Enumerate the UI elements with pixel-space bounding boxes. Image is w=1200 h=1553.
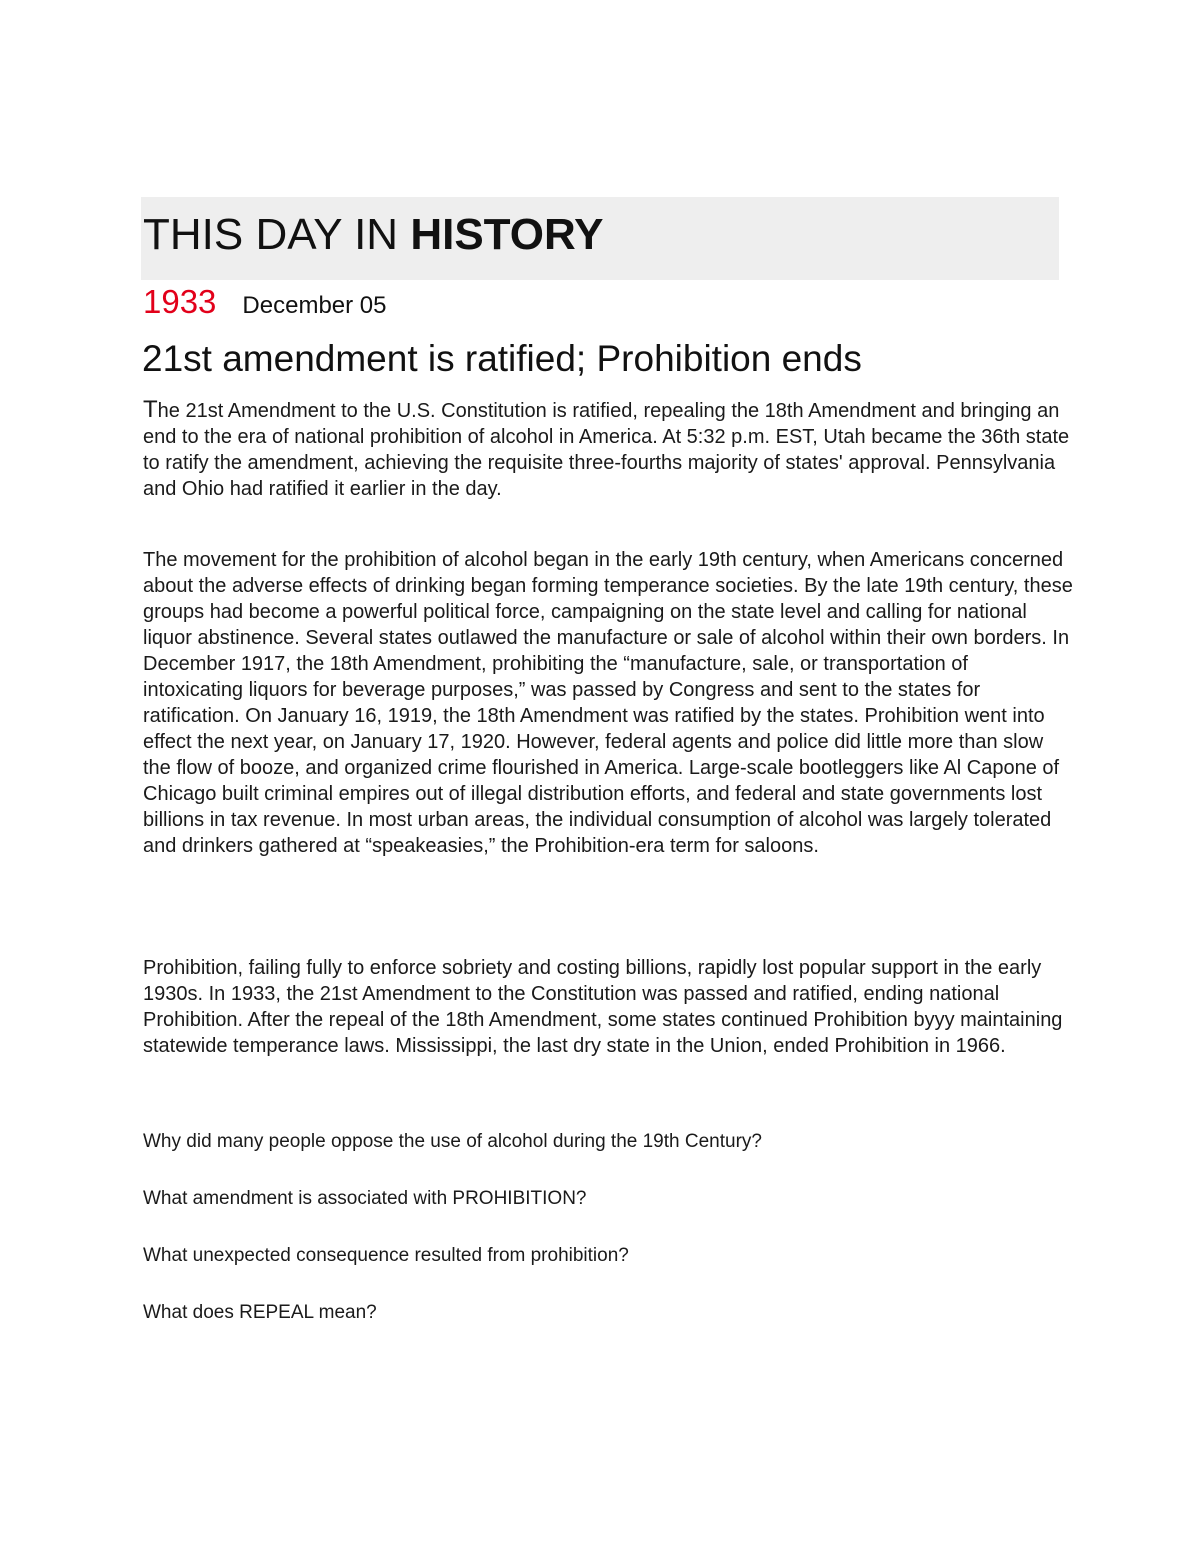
article-paragraph-1 (143, 397, 1073, 502)
question-item: What unexpected consequence resulted from prohibition? (143, 1245, 629, 1266)
event-date: December 05 (242, 292, 387, 319)
banner-title (143, 209, 603, 261)
article-paragraph-3: Prohibition, failing fully to enforce sobriety and costing billions, rapidly lost popular support in the early 1930s. In 1933, the 21st Amendment to the Constitution was passed and ratified, ending national Prohibition. After the repeal of the 18th Amendment, some states continued Prohibition byyy maintaining statewide temperance laws. Mississippi, the last dry state in the Union, ended Prohibition in 1966. (143, 957, 1063, 1057)
dateline (143, 280, 387, 324)
question-list (143, 1129, 762, 1357)
drop-cap: T (143, 396, 158, 423)
banner-title-light: THIS DAY IN (143, 210, 411, 259)
article-paragraph-2: The movement for the prohibition of alcohol began in the early 19th century, when Americans concerned about the adverse effects of drinking began forming temperance societies. By the late 19th century, these groups had become a powerful political force, campaigning on the state level and calling for national liquor abstinence. Several states outlawed the manufacture or sale of alcohol within their own borders. In December 1917, the 18th Amendment, prohibiting the “manufacture, sale, or transportation of intoxicating liquors for beverage purposes,” was passed by Congress and sent to the states for ratification. On January 16, 1919, the 18th Amendment was ratified by the states. Prohibition went into effect the next year, on January 17, 1920. However, federal agents and police did little more than slow the flow of booze, and organized crime flourished in America. Large-scale bootleggers like Al Capone of Chicago built criminal empires out of illegal distribution efforts, and federal and state governments lost billions in tax revenue. In most urban areas, the individual consumption of alcohol was largely tolerated and drinkers gathered at “speakeasies,” the Prohibition-era term for saloons. (143, 549, 1073, 857)
question-item: What does REPEAL mean? (143, 1302, 377, 1323)
event-year: 1933 (143, 283, 217, 320)
paragraph-1-text: he 21st Amendment to the U.S. Constitution is ratified, repealing the 18th Amendment and bringing an end to the era of national prohibition of alcohol in America. At 5:32 p.m. EST, Utah became the 36th state to ratify the amendment, achieving the requisite three-fourths majority of states' approval. Pennsylvania and Ohio had ratified it earlier in the day. (143, 400, 1070, 500)
question-item: What amendment is associated with PROHIBITION? (143, 1188, 587, 1209)
banner-title-bold: HISTORY (410, 210, 604, 259)
article-headline: 21st amendment is ratified; Prohibition ends (142, 338, 862, 379)
question-item: Why did many people oppose the use of alcohol during the 19th Century? (143, 1131, 762, 1152)
section-banner (141, 197, 1059, 280)
